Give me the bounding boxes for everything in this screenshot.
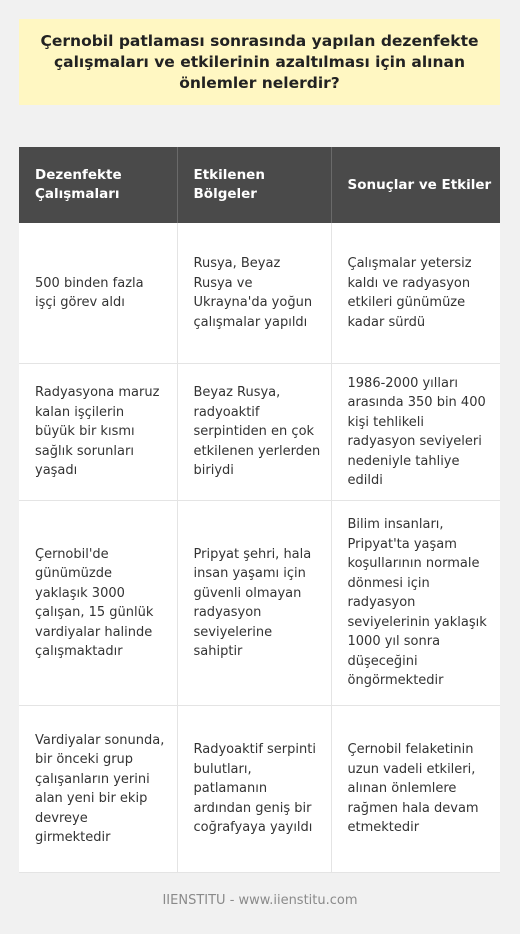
table-cell: Vardiyalar sonunda, bir önceki grup çalışanların yerini alan yeni bir ekip devreye girmektedir [19, 706, 177, 873]
table-cell: 500 binden fazla işçi görev aldı [19, 223, 177, 364]
table-cell: Rusya, Beyaz Rusya ve Ukrayna'da yoğun çalışmalar yapıldı [177, 223, 331, 364]
table-cell: Radyoaktif serpinti bulutları, patlamanın ardından geniş bir coğrafyaya yayıldı [177, 706, 331, 873]
table-row [19, 706, 500, 873]
table-cell: Çernobil'de günümüzde yaklaşık 3000 çalışan, 15 günlük vardiyalar halinde çalışmaktadır [19, 501, 177, 706]
table-header-row [19, 147, 500, 223]
column-header-regions: Etkilenen Bölgeler [177, 147, 331, 223]
title-banner [19, 19, 500, 105]
table-row [19, 223, 500, 364]
table-row [19, 364, 500, 501]
footer-credit: IIENSTITU - www.iienstitu.com [162, 893, 358, 908]
table-cell: Pripyat şehri, hala insan yaşamı için güvenli olmayan radyasyon seviyelerine sahiptir [177, 501, 331, 706]
table-cell: Çalışmalar yetersiz kaldı ve radyasyon etkileri günümüze kadar sürdü [331, 223, 500, 364]
column-header-results: Sonuçlar ve Etkiler [331, 147, 500, 223]
info-table [19, 147, 500, 873]
table-row [19, 501, 500, 706]
table-cell: Radyasyona maruz kalan işçilerin büyük bir kısmı sağlık sorunları yaşadı [19, 364, 177, 501]
table-cell: Çernobil felaketinin uzun vadeli etkileri, alınan önlemlere rağmen hala devam etmektedir [331, 706, 500, 873]
page-title: Çernobil patlaması sonrasında yapılan dezenfekte çalışmaları ve etkilerinin azaltılması için alınan önlemler nelerdir? [40, 31, 479, 92]
table-cell: Bilim insanları, Pripyat'ta yaşam koşullarının normale dönmesi için radyasyon seviyelerinin yaklaşık 1000 yıl sonra düşeceğini öngörmektedir [331, 501, 500, 706]
table-cell: 1986-2000 yılları arasında 350 bin 400 kişi tehlikeli radyasyon seviyeleri nedeniyle tahliye edildi [331, 364, 500, 501]
table-cell: Beyaz Rusya, radyoaktif serpintiden en çok etkilenen yerlerden biriydi [177, 364, 331, 501]
column-header-disinfection: Dezenfekte Çalışmaları [19, 147, 177, 223]
